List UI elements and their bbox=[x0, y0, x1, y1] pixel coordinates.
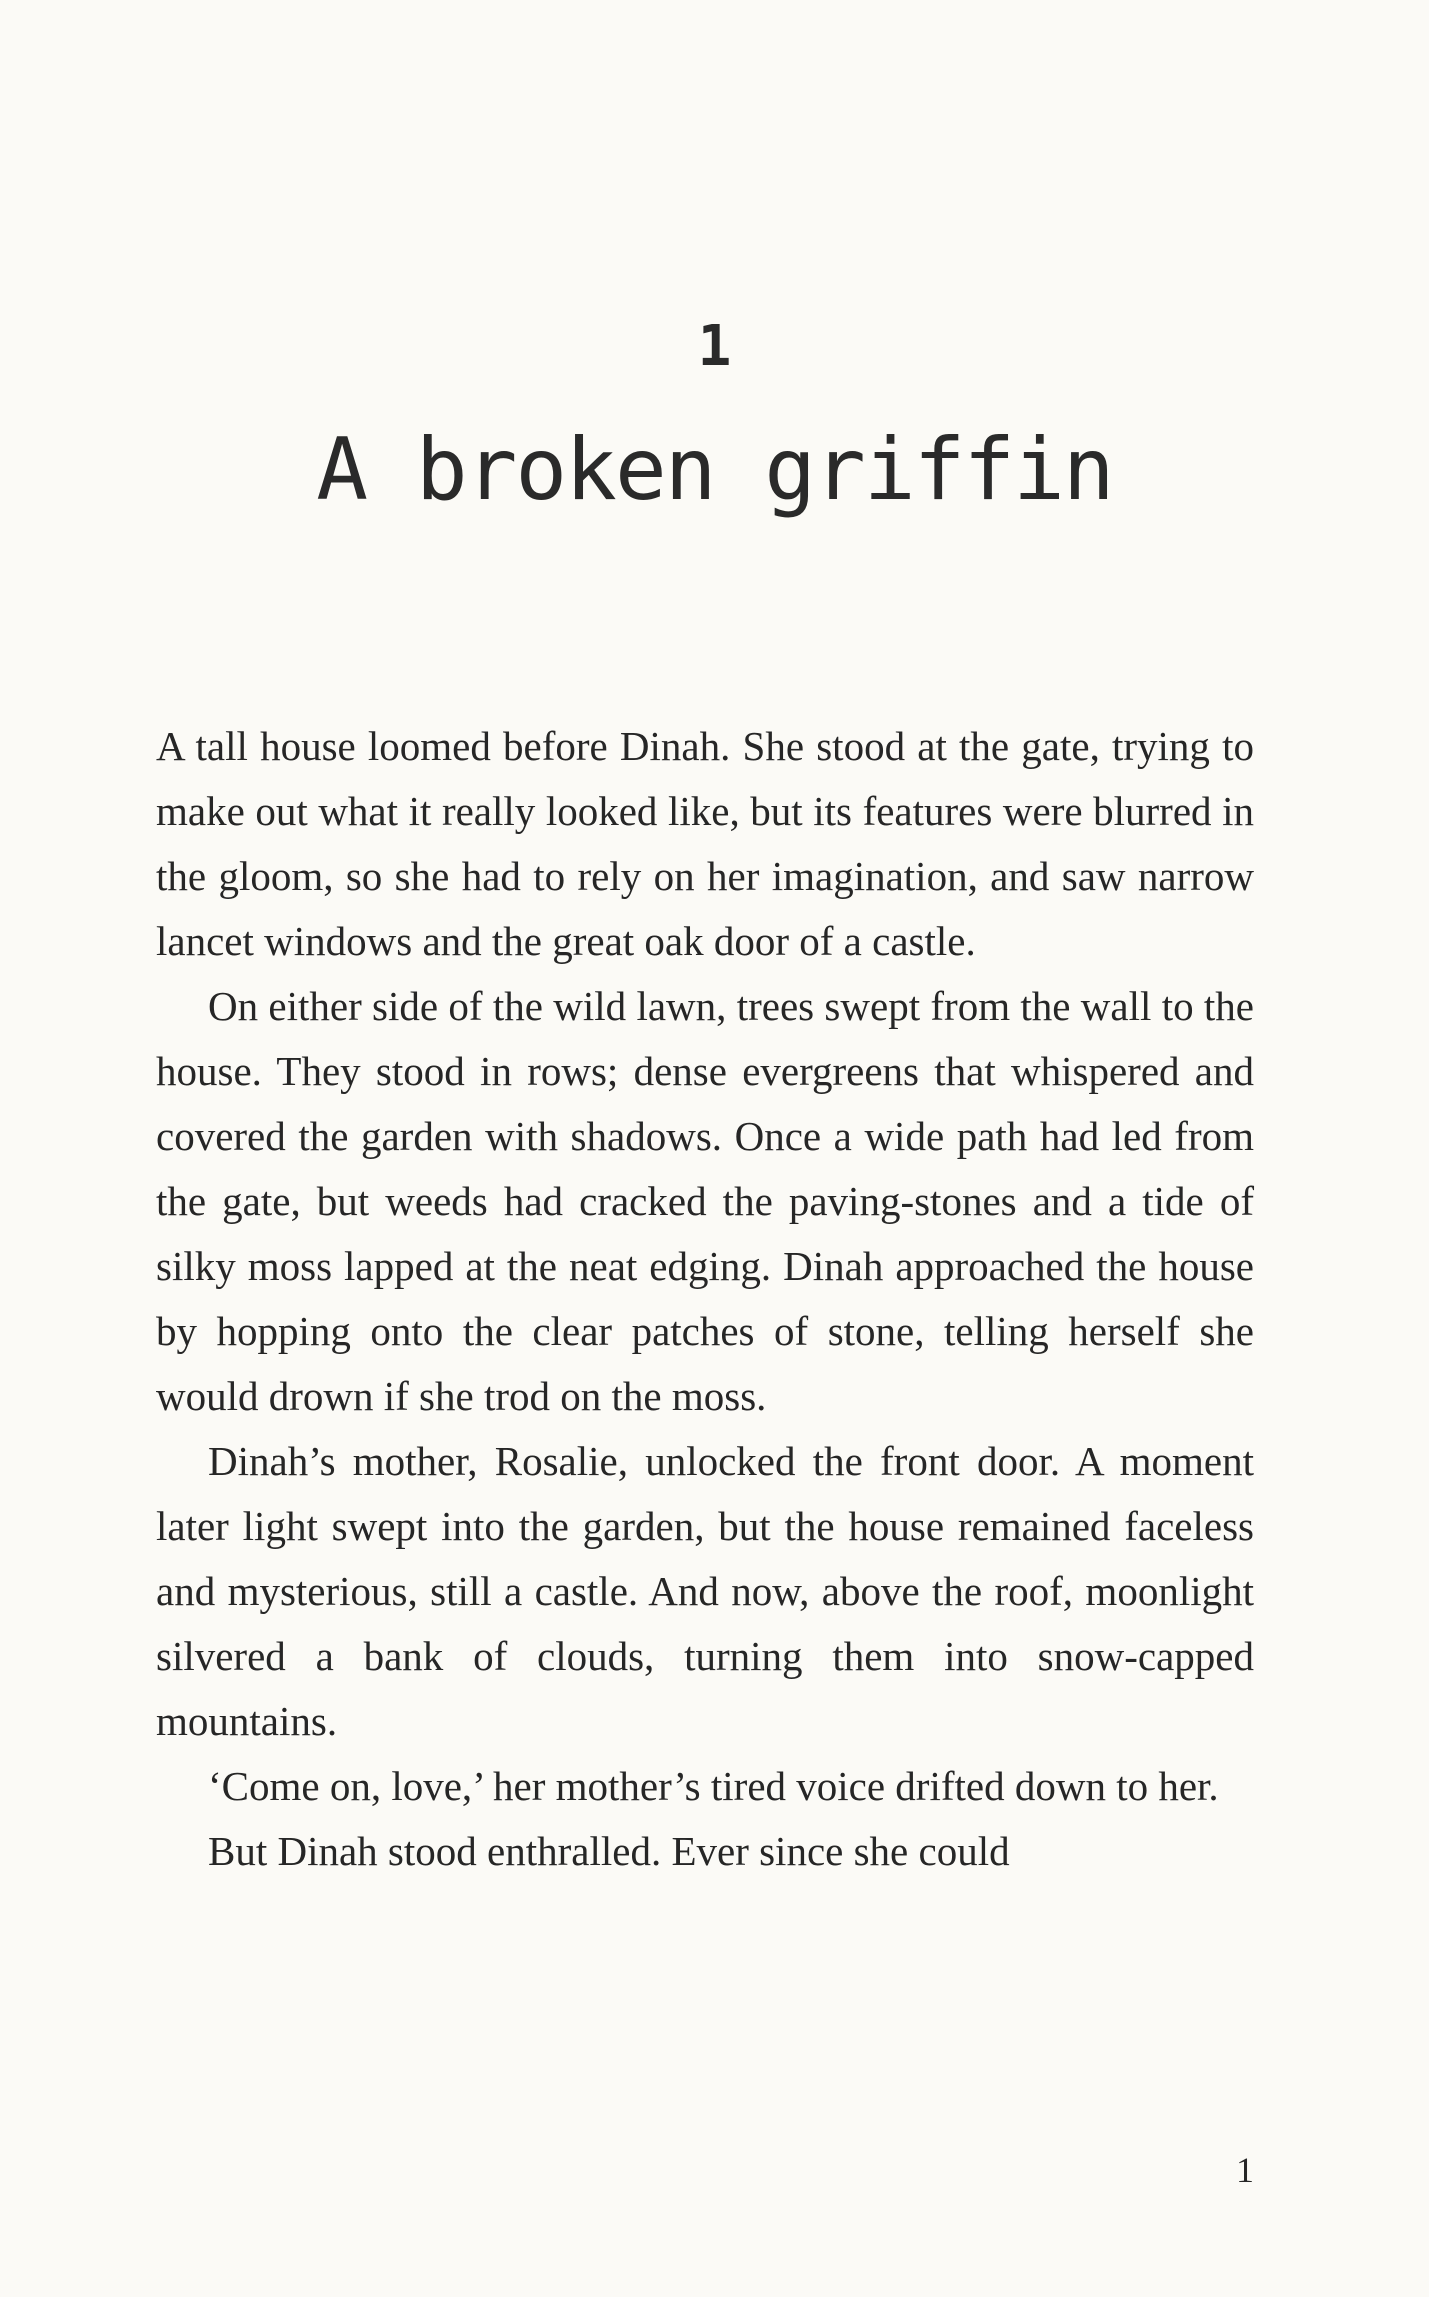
chapter-title: A broken griffin bbox=[316, 420, 1113, 520]
paragraph-2: On either side of the wild lawn, trees swept from the wall to the house. They stood in rows; dense evergreens that whispered and covered the garden with shadows. Once a wide path had led from the gate, but weeds had cracked the paving-stones and a tide of silky moss lapped at the neat edging. Dinah approached the house by hopping onto the clear patches of stone, telling herself she would drown if she trod on the moss. bbox=[156, 983, 1254, 1419]
paragraph-5: But Dinah stood enthralled. Ever since she could bbox=[208, 1828, 1010, 1874]
body-text bbox=[156, 714, 1254, 1884]
paragraph-4: ‘Come on, love,’ her mother’s tired voice drifted down to her. bbox=[208, 1763, 1219, 1809]
paragraph-1: A tall house loomed before Dinah. She stood at the gate, trying to make out what it really looked like, but its features were blurred in the gloom, so she had to rely on her imagination, and saw narrow lancet windows and the great oak door of a castle. bbox=[156, 723, 1254, 964]
page-number: 1 bbox=[1236, 2150, 1254, 2190]
paragraph-3: Dinah’s mother, Rosalie, unlocked the front door. A moment later light swept into the garden, but the house remained faceless and mysterious, still a castle. And now, above the roof, moonlight silvered a bank of clouds, turning them into snow-capped mountains. bbox=[156, 1438, 1254, 1744]
chapter-number: 1 bbox=[697, 314, 732, 379]
